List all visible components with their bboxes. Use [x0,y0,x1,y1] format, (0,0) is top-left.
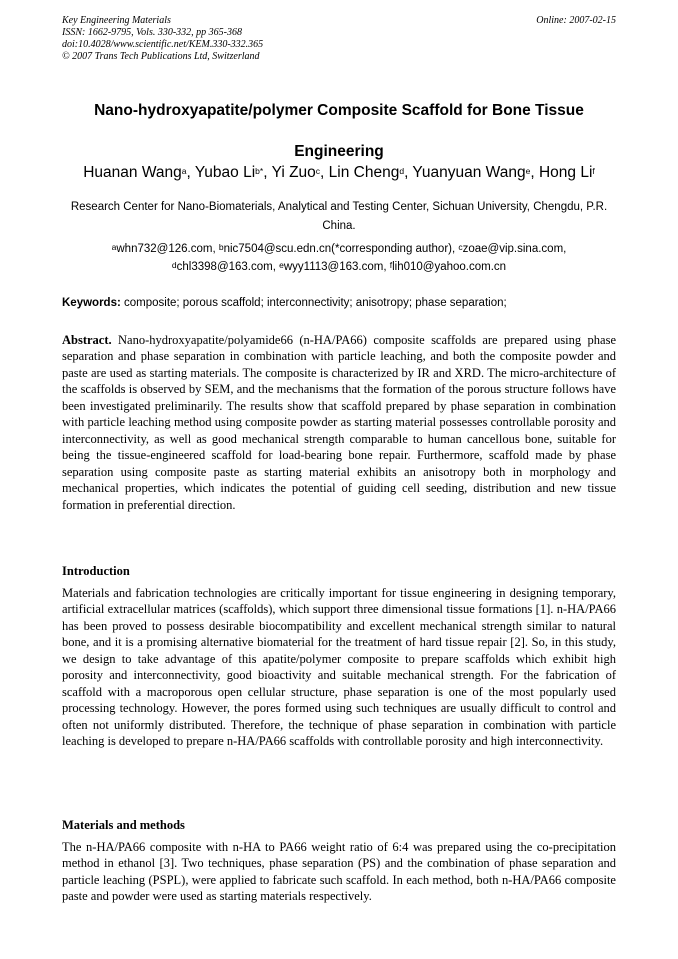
doi-line: doi:10.4028/www.scientific.net/KEM.330-332.365 [62,39,264,50]
journal-header [62,15,616,63]
author-emails [62,240,616,276]
abstract-label: Abstract. [62,333,112,347]
section-heading-introduction: Introduction [62,564,130,578]
introduction-text: Materials and fabrication technologies are critically important for tissue engineering in designing temporary, artificial extracellular matrices (scaffolds), which support three dimensional tissue formations [1]. n-HA/PA66 has been proved to possess desirable biocompatibility and excellent mechanical strength similar to natural bone, and it is a promising alternative biomaterial for the treatment of hard tissue repair [2]. So, in this study, we design to take advantage of this apatite/polymer composite to prepare scaffolds which exhibit high porosity and interconnectivity, good bioactivity and suitable mechanical strength. For the fabrication of scaffold with a macroporous open cellular structure, phase separation is one of the most popularly used processing technology. However, the pores formed using such techniques are usually difficult to control and often not uniformly distributed. Therefore, the technique of phase separation in combination with particle leaching is developed to prepare n-HA/PA66 scaffolds with controllable porosity and high interconnectivity. [62,586,616,749]
paper-title: Nano-hydroxyapatite/polymer Composite Scaffold for Bone Tissue Engineering [94,102,584,160]
abstract-text: Nano-hydroxyapatite/polyamide66 (n-HA/PA66) composite scaffolds are prepared using phase separation and phase separation in combination with particle leaching, and both the composite powder and paste are used as starting materials. The composite is characterized by IR and XRD. The micro-architecture of the scaffolds is observed by SEM, and the mechanisms that the formation of the porous structure follows have been investigated preliminarily. The results show that scaffold prepared by phase separation in combination with particle leaching method using composite powder as starting material possesses controllable porosity and interconnectivity, as well as good mechanical strength comparable to human cancellous bone, suitable for being the tissue-engineered scaffold for load-bearing bone repair. Furthermore, scaffold made by phase separation using composite paste as starting material exhibits an anisotropy both in morphology and mechanical properties, which indicates the potential of guiding cell seeding, distribution and new tissue formation in preferential direction. [62,333,616,512]
keywords-label: Keywords: [62,297,121,309]
email[interactable]: $^a$whn732@126.com, [111,242,219,255]
affiliation: Research Center for Nano-Biomaterials, Analytical and Testing Center, Sichuan University, Chengdu, P.R. China. [70,201,608,232]
author: Yubao $Li^{b*}$ [194,164,264,181]
email[interactable]: $^f$lih010@yahoo.com.cn [389,260,507,273]
author: Huanan Wang$^a$ [83,164,187,181]
author: Hong Li$^f$ [538,164,595,181]
keywords [62,295,616,311]
author: Yi Zuo$^c$ [271,164,321,181]
abstract [62,332,616,513]
copyright-line: © 2007 Trans Tech Publications Ltd, Switzerland [62,51,260,62]
author: Lin Cheng$^d$ [328,164,405,181]
keywords-text: composite; porous scaffold; interconnectivity; anisotropy; phase separation; [120,297,507,309]
author: Yuanyuan Wang$^e$ [412,164,531,181]
section-heading-methods: Materials and methods [62,818,185,832]
author-list: Huanan Wang$^a$, Yubao $Li^{b*}$, Yi Zuo$^c$, Lin Cheng$^d$, Yuanyuan Wang$^e$, Hong Li$^f$ [83,164,595,181]
email[interactable]: $^b$nic7504@scu.edn.cn(*corresponding author), [218,242,459,255]
email[interactable]: $^d$chl3398@163.com, [171,260,280,273]
issn-line: ISSN: 1662-9795, Vols. 330-332, pp 365-368 [62,27,242,38]
methods-text: The n-HA/PA66 composite with n-HA to PA66 weight ratio of 6:4 was prepared using the co-precipitation method in ethanol [3]. Two techniques, phase separation (PS) and the combination of phase separation and particle leaching (PSPL), were applied to fabricate such scaffold. In each method, both n-HA/PA66 composite paste and powder were used as starting materials respectively. [62,840,616,904]
email[interactable]: $^e$wyy1113@163.com, [279,260,390,273]
journal-name: Key Engineering Materials [62,15,171,26]
email[interactable]: $^c$zoae@vip.sina.com, [458,242,567,255]
online-date: Online: 2007-02-15 [536,15,616,26]
